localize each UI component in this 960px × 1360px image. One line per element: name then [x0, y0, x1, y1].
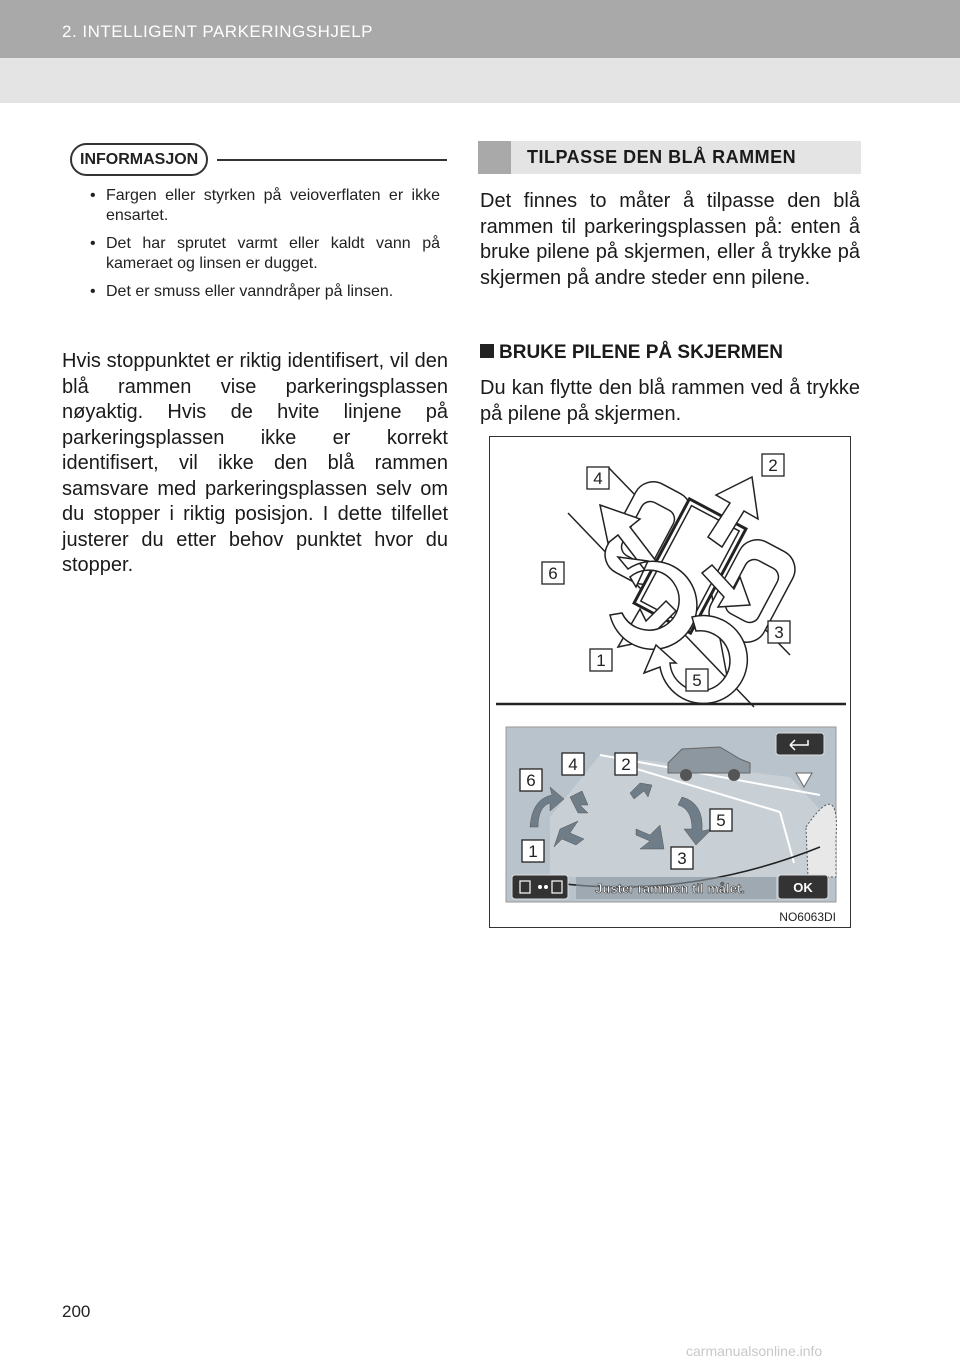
page-number: 200 — [62, 1302, 91, 1321]
info-label: INFORMASJON — [70, 143, 208, 176]
ok-button-label: OK — [793, 880, 813, 895]
callout-label: 6 — [548, 564, 558, 583]
screen-message: Juster rammen til målet. — [595, 881, 745, 896]
left-paragraph: Hvis stoppunktet er riktig identifisert, vil den blå rammen vise parkeringsplassen nøyaktig. Hvis de hvite linjene på parkeringsplassen ikke er korrekt identifisert, vil ikke den blå rammen samsvare med parkeringsplassen selv om du stopper i riktig posisjon. I dette tilfellet justerer du etter behov punktet hvor du stopper. — [62, 350, 448, 576]
navigation-screen — [506, 727, 836, 902]
callout-label: 5 — [692, 671, 702, 690]
callout-label: 5 — [716, 811, 726, 830]
square-bullet-icon — [480, 344, 494, 358]
header-title: 2. INTELLIGENT PARKERINGSHJELP — [62, 22, 374, 41]
page-header — [0, 0, 960, 103]
section-marker — [478, 141, 511, 174]
callout-label: 1 — [596, 651, 606, 670]
figure-illustration — [490, 437, 850, 927]
subheading — [480, 342, 783, 364]
callout-label: 4 — [568, 755, 578, 774]
callout-label: 3 — [774, 623, 784, 642]
back-button[interactable] — [776, 733, 824, 755]
subheading-text-paragraph: Du kan flytte den blå rammen ved å trykke på pilene på skjermen. — [480, 377, 860, 425]
info-item: • Det er smuss eller vanndråper på linsen. — [88, 282, 440, 302]
info-item: • Det har sprutet varmt eller kaldt vann på kameraet og linsen er dugget. — [88, 234, 440, 274]
watermark[interactable]: carmanualsonline.info — [686, 1343, 823, 1359]
section-header — [478, 141, 861, 174]
callout-label: 2 — [768, 456, 778, 475]
parking-figure — [489, 436, 851, 928]
info-divider — [217, 159, 447, 161]
info-list — [88, 186, 440, 310]
info-item: • Fargen eller styrken på veioverflaten er ikke ensartet. — [88, 186, 440, 226]
figure-code: NO6063DI — [779, 910, 836, 924]
subheading-text: BRUKE PILENE PÅ SKJERMEN — [499, 342, 783, 363]
section-intro: Det finnes to måter å tilpasse den blå rammen til parkeringsplassen på: enten å bruke pilene på skjermen, eller å trykke på skjermen på andre steder enn pilene. — [480, 190, 860, 289]
callout-label: 4 — [593, 469, 603, 488]
callout-label: 1 — [528, 842, 538, 861]
callout-label: 2 — [621, 755, 631, 774]
section-title: TILPASSE DEN BLÅ RAMMEN — [527, 147, 797, 167]
callout-label: 6 — [526, 771, 536, 790]
callout-label: 3 — [677, 849, 687, 868]
ok-button[interactable] — [778, 875, 828, 899]
mode-button[interactable] — [512, 875, 568, 899]
